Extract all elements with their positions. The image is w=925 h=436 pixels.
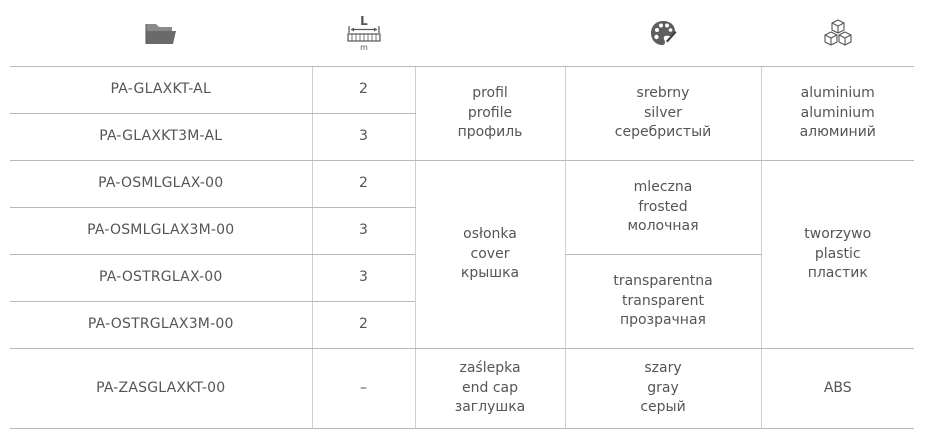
- type-cell: [415, 349, 565, 429]
- type-cell: [415, 67, 565, 161]
- color-cell: [565, 255, 761, 349]
- product-code: PA-ZASGLAXKT-00: [10, 349, 312, 429]
- material-en: plastic: [814, 245, 861, 262]
- color-pl: mleczna: [633, 179, 693, 196]
- type-en: cover: [470, 245, 510, 262]
- type-ru: крышка: [460, 265, 520, 282]
- type-en: end cap: [462, 379, 518, 396]
- type-pl: osłonka: [463, 226, 517, 243]
- color-cell: [565, 349, 761, 429]
- product-spec-table: [10, 66, 914, 429]
- length-value: 2: [312, 302, 415, 349]
- type-cell: [415, 161, 565, 349]
- material-pl: tworzywo: [804, 226, 872, 243]
- header-cell-material: [761, 0, 914, 66]
- length-value: 2: [312, 161, 415, 208]
- header-icon-row: [10, 0, 914, 66]
- color-en: gray: [647, 379, 679, 396]
- length-value: 3: [312, 114, 415, 161]
- product-code: PA-OSMLGLAX3M-00: [10, 208, 312, 255]
- material-pl: aluminium: [800, 85, 875, 102]
- header-cell-type: [415, 0, 565, 66]
- product-code: PA-OSMLGLAX-00: [10, 161, 312, 208]
- svg-text:L: L: [359, 14, 368, 28]
- length-value: –: [312, 349, 415, 429]
- color-cell: [565, 67, 761, 161]
- table-row: [10, 349, 914, 429]
- length-value: 3: [312, 255, 415, 302]
- material-cell: [761, 161, 914, 349]
- material-ru: пластик: [807, 265, 868, 282]
- color-ru: серый: [640, 399, 686, 416]
- material-cell: [761, 67, 914, 161]
- folder-icon: [144, 20, 178, 46]
- cubes-icon: [821, 17, 855, 49]
- length-value: 2: [312, 67, 415, 114]
- palette-icon: [649, 19, 677, 47]
- color-pl: transparentna: [613, 273, 713, 290]
- color-ru: прозрачная: [620, 312, 706, 329]
- material-ru: алюминий: [799, 124, 876, 141]
- color-ru: серебристый: [614, 124, 712, 141]
- type-ru: профиль: [457, 124, 523, 141]
- type-ru: заглушка: [454, 399, 526, 416]
- header-cell-color: [565, 0, 761, 66]
- product-code: PA-OSTRGLAX-00: [10, 255, 312, 302]
- product-code: PA-OSTRGLAX3M-00: [10, 302, 312, 349]
- color-pl: srebrny: [636, 85, 690, 102]
- table-row: [10, 67, 914, 114]
- color-ru: молочная: [627, 218, 699, 235]
- material-en: aluminium: [800, 104, 875, 121]
- material-cell: ABS: [761, 349, 914, 429]
- type-pl: zaślepka: [459, 360, 521, 377]
- table-row: [10, 161, 914, 208]
- header-cell-code: [10, 0, 312, 66]
- length-icon: [344, 13, 384, 53]
- type-pl: profil: [472, 85, 508, 102]
- product-code: PA-GLAXKT-AL: [10, 67, 312, 114]
- color-en: transparent: [622, 292, 704, 309]
- type-en: profile: [467, 104, 513, 121]
- length-value: 3: [312, 208, 415, 255]
- color-pl: szary: [644, 360, 682, 377]
- color-en: frosted: [638, 198, 688, 215]
- product-code: PA-GLAXKT3M-AL: [10, 114, 312, 161]
- color-cell: [565, 161, 761, 255]
- header-cell-length: [312, 0, 415, 66]
- svg-text:m: m: [359, 43, 368, 52]
- color-en: silver: [644, 104, 682, 121]
